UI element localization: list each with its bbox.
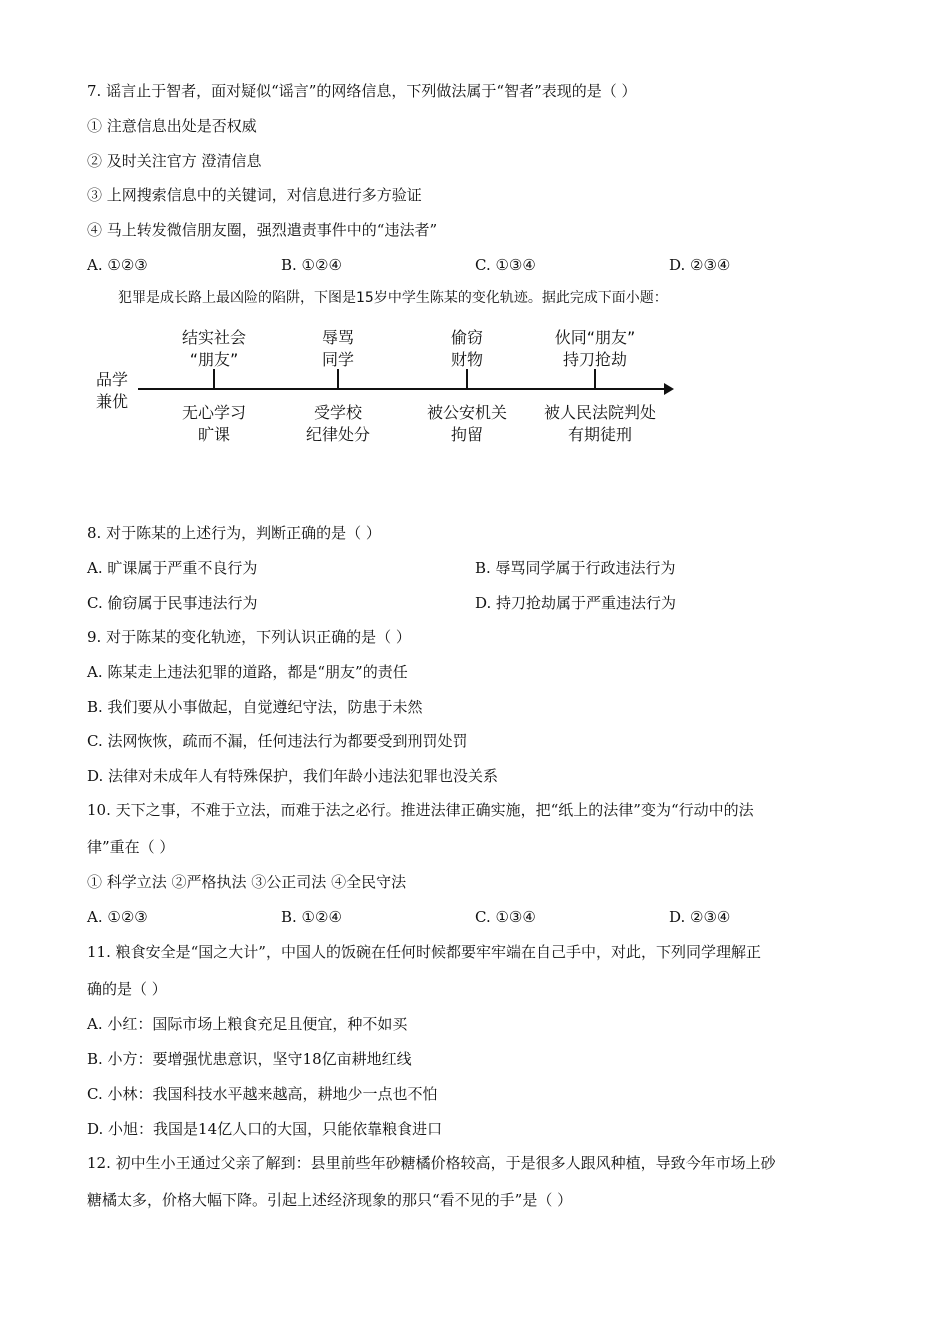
q7-item-1: ① 注意信息出处是否权威 (87, 117, 257, 135)
q7-item-2: ② 及时关注官方 澄清信息 (87, 152, 262, 170)
q9-option-c[interactable]: C. 法网恢恢，疏而不漏，任何违法行为都要受到刑罚处罚 (87, 732, 468, 750)
q11-stem-line-2: 确的是（ ） (87, 980, 167, 998)
q7-stem: 7. 谣言止于智者，面对疑似“谣言”的网络信息，下列做法属于“智者”表现的是（ ） (87, 82, 637, 100)
stage-bottom-2: 受学校 纪律处分 (305, 403, 370, 444)
q12-stem-line-2: 糖橘太多，价格大幅下降。引起上述经济现象的那只“看不见的手”是（ ） (87, 1191, 573, 1209)
timeline-tick (594, 369, 596, 389)
stage-bottom-4: 被人民法院判处 有期徒刑 (543, 403, 656, 444)
q11-option-d[interactable]: D. 小旭：我国是14亿人口的大国，只能依靠粮食进口 (87, 1120, 443, 1138)
q10-option-a[interactable]: A. ①②③ (87, 908, 148, 926)
q10-option-b[interactable]: B. ①②④ (281, 908, 342, 926)
q7-option-d[interactable]: D. ②③④ (669, 256, 731, 274)
q7-option-b[interactable]: B. ①②④ (281, 256, 342, 274)
q11-option-b[interactable]: B. 小方：要增强忧患意识，坚守18亿亩耕地红线 (87, 1050, 412, 1068)
q9-stem: 9. 对于陈某的变化轨迹，下列认识正确的是（ ） (87, 628, 411, 646)
q9-option-d[interactable]: D. 法律对未成年人有特殊保护，我们年龄小违法犯罪也没关系 (87, 767, 499, 785)
stage-bottom-1: 无心学习 旷课 (181, 403, 246, 444)
q11-stem-line-1: 11. 粮食安全是“国之大计”，中国人的饭碗在任何时候都要牢牢端在自己手中，对此，下列同学理解正 (87, 943, 761, 961)
stage-bottom-3: 被公安机关 拘留 (426, 403, 507, 444)
q8-option-d[interactable]: D. 持刀抢劫属于严重违法行为 (475, 594, 677, 612)
q11-option-a[interactable]: A. 小红：国际市场上粮食充足且便宜，种不如买 (87, 1015, 408, 1033)
timeline-arrow-icon (664, 383, 674, 395)
q9-option-b[interactable]: B. 我们要从小事做起，自觉遵纪守法，防患于未然 (87, 698, 423, 716)
q10-stem-line-1: 10. 天下之事，不难于立法，而难于法之必行。推进法律正确实施，把“纸上的法律”变为“行动中的法 (87, 801, 754, 819)
q7-option-c[interactable]: C. ①③④ (475, 256, 536, 274)
stage-top-1: 结实社会 “朋友” (181, 328, 246, 369)
stage-top-3: 偷窃 财物 (450, 328, 483, 369)
stage-top-4: 伙同“朋友” 持刀抢劫 (554, 328, 636, 369)
q11-option-c[interactable]: C. 小林：我国科技水平越来越高，耕地少一点也不怕 (87, 1085, 438, 1103)
q8-option-a[interactable]: A. 旷课属于严重不良行为 (87, 559, 258, 577)
q7-item-3: ③ 上网搜索信息中的关键词，对信息进行多方验证 (87, 186, 422, 204)
q10-option-d[interactable]: D. ②③④ (669, 908, 731, 926)
q8-option-c[interactable]: C. 偷窃属于民事违法行为 (87, 594, 258, 612)
timeline-tick (337, 369, 339, 389)
stage-top-2: 辱骂 同学 (321, 328, 354, 369)
q10-option-c[interactable]: C. ①③④ (475, 908, 536, 926)
q8-stem: 8. 对于陈某的上述行为，判断正确的是（ ） (87, 524, 381, 542)
timeline-axis (138, 388, 664, 390)
q10-items: ① 科学立法 ②严格执法 ③公正司法 ④全民守法 (87, 873, 407, 891)
q12-stem-line-1: 12. 初中生小王通过父亲了解到：县里前些年砂糖橘价格较高，于是很多人跟风种植，导致今年市场上砂 (87, 1154, 776, 1172)
timeline-tick (213, 369, 215, 389)
q7-item-4: ④ 马上转发微信朋友圈，强烈遣责事件中的“违法者” (87, 221, 438, 239)
q7-option-a[interactable]: A. ①②③ (87, 256, 148, 274)
timeline-tick (466, 369, 468, 389)
q10-stem-line-2: 律”重在（ ） (87, 838, 175, 856)
material-intro: 犯罪是成长路上最凶险的陷阱，下图是15岁中学生陈某的变化轨迹。据此完成下面小题： (118, 290, 668, 306)
q9-option-a[interactable]: A. 陈某走上违法犯罪的道路，都是“朋友”的责任 (87, 663, 408, 681)
start-label: 品学 兼优 (96, 370, 129, 411)
q8-option-b[interactable]: B. 辱骂同学属于行政违法行为 (475, 559, 676, 577)
